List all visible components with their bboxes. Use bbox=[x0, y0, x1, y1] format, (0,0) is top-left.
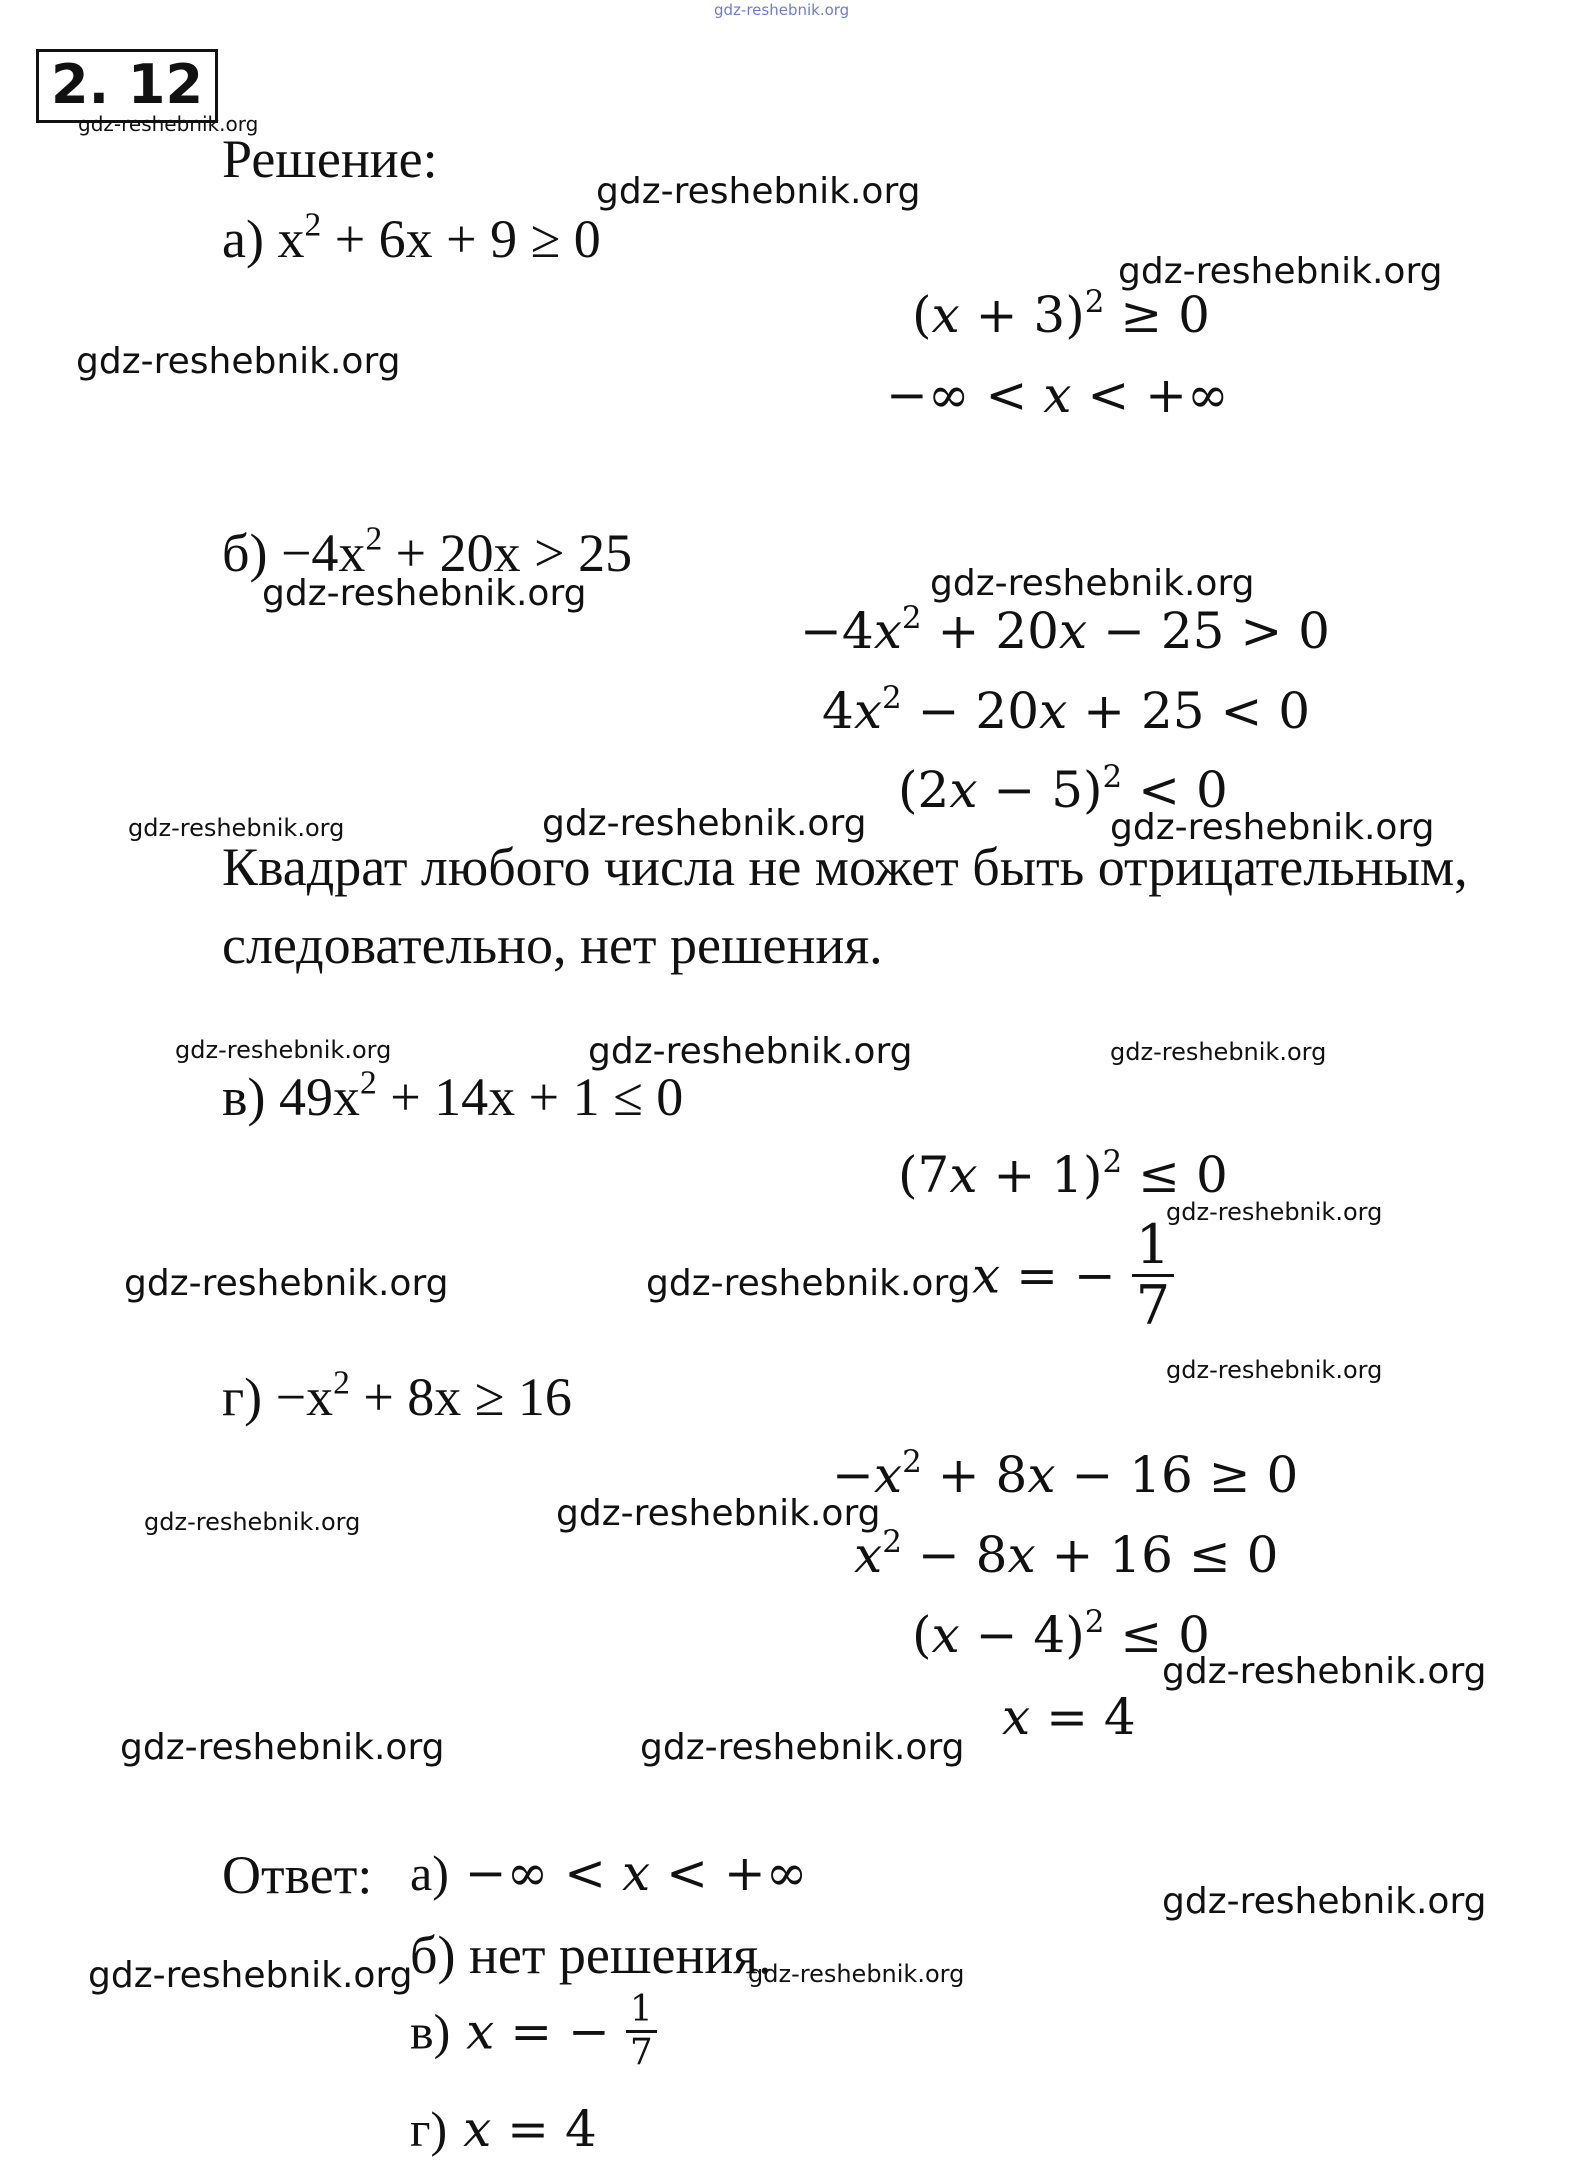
part-b-step2: $4x^2 - 20x + 25 < 0$ bbox=[822, 679, 1311, 740]
part-b-step1: $-4x^2 + 20x - 25 > 0$ bbox=[800, 599, 1330, 660]
answer-v: в) x = − $\frac{1}{7}$ bbox=[410, 1992, 657, 2071]
answer-label: Ответ: bbox=[222, 1845, 373, 1905]
watermark: gdz-reshebnik.org bbox=[78, 112, 259, 136]
part-a-problem: а) $x^2 + 6x + 9 \ge 0$ bbox=[222, 206, 601, 269]
watermark: gdz-reshebnik.org bbox=[144, 1508, 361, 1536]
answer-a: а) −∞ < x < +∞ bbox=[410, 1844, 808, 1902]
part-v-step1: $(7x + 1)^2 \le 0$ bbox=[898, 1143, 1228, 1204]
watermark: gdz-reshebnik.org bbox=[930, 563, 1255, 604]
part-g-step2: $x^2 - 8x + 16 \le 0$ bbox=[854, 1523, 1279, 1584]
watermark: gdz-reshebnik.org bbox=[556, 1493, 881, 1534]
watermark: gdz-reshebnik.org bbox=[1118, 251, 1443, 292]
watermark: gdz-reshebnik.org bbox=[1166, 1356, 1383, 1384]
watermark: gdz-reshebnik.org bbox=[1110, 807, 1435, 848]
answer-g: г) x = 4 bbox=[410, 2100, 597, 2158]
part-g-step1: $-x^2 + 8x - 16 \ge 0$ bbox=[832, 1443, 1299, 1504]
watermark: gdz-reshebnik.org bbox=[588, 1031, 913, 1072]
watermark: gdz-reshebnik.org bbox=[1110, 1038, 1327, 1066]
part-b-explanation-2: следовательно, нет решения. bbox=[222, 915, 883, 975]
watermark: gdz-reshebnik.org bbox=[646, 1263, 971, 1304]
watermark: gdz-reshebnik.org bbox=[596, 171, 921, 212]
part-b-step3: $(2x - 5)^2 < 0$ bbox=[898, 758, 1228, 819]
fraction-one-seventh: $\frac{1}{7}$ bbox=[1132, 1218, 1174, 1333]
watermark: gdz-reshebnik.org bbox=[1162, 1651, 1487, 1692]
part-b-explanation-1: Квадрат любого числа не может быть отрицательным, bbox=[222, 837, 1468, 897]
part-a-step1: $(x + 3)^2 \ge 0$ bbox=[912, 283, 1210, 344]
part-g-problem: $г) -x^2 + 8x \ge 16$ bbox=[222, 1364, 572, 1427]
watermark: gdz-reshebnik.org bbox=[640, 1727, 965, 1768]
part-g-step3: $(x - 4)^2 \le 0$ bbox=[912, 1603, 1210, 1664]
part-v-step2: x = − $\frac{1}{7}$ bbox=[972, 1218, 1174, 1333]
watermark: gdz-reshebnik.org bbox=[88, 1955, 413, 1996]
answer-b: б) нет решения. bbox=[410, 1925, 772, 1985]
watermark: gdz-reshebnik.org bbox=[76, 341, 401, 382]
watermark: gdz-reshebnik.org bbox=[1166, 1198, 1383, 1226]
answer-fraction-one-seventh: $\frac{1}{7}$ bbox=[626, 1992, 657, 2071]
part-a-step2: −∞ < x < +∞ bbox=[886, 366, 1229, 424]
watermark-top: gdz-reshebnik.org bbox=[714, 1, 850, 19]
watermark: gdz-reshebnik.org bbox=[542, 803, 867, 844]
watermark: gdz-reshebnik.org bbox=[748, 1960, 965, 1988]
part-b-problem: $б) -4x^2 + 20x > 25$ bbox=[222, 520, 633, 583]
part-v-problem: в) $49x^2 + 14x + 1 \le 0$ bbox=[222, 1064, 684, 1127]
watermark: gdz-reshebnik.org bbox=[128, 814, 345, 842]
watermark: gdz-reshebnik.org bbox=[120, 1727, 445, 1768]
solution-label: Решение: bbox=[222, 129, 438, 189]
watermark: gdz-reshebnik.org bbox=[262, 573, 587, 614]
watermark: gdz-reshebnik.org bbox=[124, 1263, 449, 1304]
task-number-box: 2. 12 bbox=[36, 49, 218, 123]
watermark: gdz-reshebnik.org bbox=[175, 1036, 392, 1064]
part-g-step4: x = 4 bbox=[1002, 1688, 1136, 1746]
watermark: gdz-reshebnik.org bbox=[1162, 1881, 1487, 1922]
